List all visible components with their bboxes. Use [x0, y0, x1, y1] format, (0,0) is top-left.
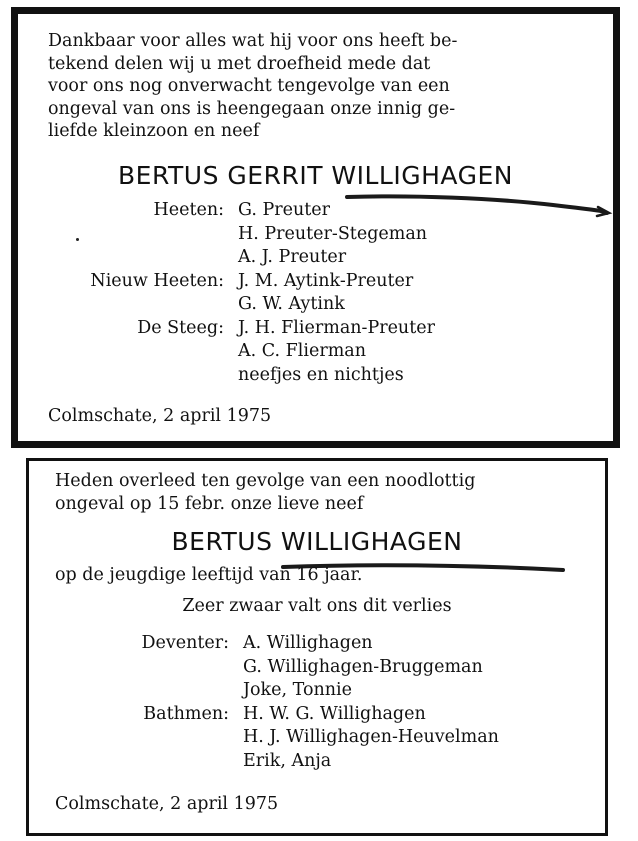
intro-line: voor ons nog onverwacht tengevolge van een	[48, 76, 450, 96]
place-label: Bathmen:	[143, 703, 229, 724]
relative-name: neefjes en nichtjes	[238, 364, 404, 385]
relative-name: G. Willighagen-Bruggeman	[243, 656, 483, 677]
relative-name: H. Preuter-Stegeman	[238, 223, 428, 244]
notice2-relatives	[69, 632, 499, 773]
place-label: Deventer:	[141, 633, 229, 653]
intro-line: Heden overleed ten gevolge van een noodlottig	[55, 471, 476, 491]
relative-name: H. W. G. Willighagen	[243, 703, 426, 724]
intro-line: ongeval op 15 febr. onze lieve neef	[55, 493, 364, 514]
intro-line: liefde kleinzoon en neef	[48, 121, 260, 141]
deceased-name: BERTUS WILLIGHAGEN	[171, 527, 463, 556]
relatives-group	[48, 199, 435, 270]
relatives-group	[69, 632, 499, 703]
relatives-names	[243, 703, 499, 774]
relative-name: G. Preuter	[238, 200, 331, 220]
notice2-intro	[55, 470, 600, 515]
relatives-group	[69, 703, 499, 774]
relative-name: Erik, Anja	[243, 750, 332, 771]
relative-name: A. C. Flierman	[238, 341, 367, 361]
relative-name: G. W. Aytink	[238, 294, 345, 314]
relatives-group	[48, 317, 435, 388]
deceased-name: BERTUS GERRIT WILLIGHAGEN	[118, 161, 513, 190]
place-date: Colmschate, 2 april 1975	[48, 406, 272, 426]
intro-line: tekend delen wij u met droefheid mede dat	[48, 53, 431, 74]
relatives-group	[48, 270, 435, 317]
relatives-names	[238, 317, 435, 388]
death-notice-grandchild	[11, 7, 620, 448]
relative-name: A. J. Preuter	[238, 247, 347, 267]
place-date: Colmschate, 2 april 1975	[55, 794, 279, 814]
notice1-intro	[48, 30, 593, 143]
relative-name: Joke, Tonnie	[243, 680, 352, 700]
relative-name: J. M. Aytink-Preuter	[238, 270, 414, 291]
death-notice-nephew	[26, 458, 608, 836]
relatives-names	[238, 270, 413, 317]
relatives-names	[238, 199, 427, 270]
age-line: op de jeugdige leeftijd van 16 jaar.	[55, 565, 363, 585]
relative-name: A. Willighagen	[243, 633, 373, 653]
place-label: De Steeg:	[137, 317, 224, 338]
relative-name: H. J. Willighagen-Heuvelman	[243, 727, 499, 747]
relative-name: J. H. Flierman-Preuter	[238, 317, 435, 338]
intro-line: ongeval van ons is heengegaan onze innig ge-	[48, 98, 456, 119]
relatives-names	[243, 632, 483, 703]
notice1-relatives	[48, 199, 435, 387]
place-label: Heeten:	[153, 200, 224, 220]
intro-line: Dankbaar voor alles wat hij voor ons heeft be-	[48, 31, 458, 51]
place-label: Nieuw Heeten:	[90, 270, 224, 291]
print-speck	[76, 238, 79, 241]
sorrow-line: Zeer zwaar valt ons dit verlies	[182, 596, 452, 616]
